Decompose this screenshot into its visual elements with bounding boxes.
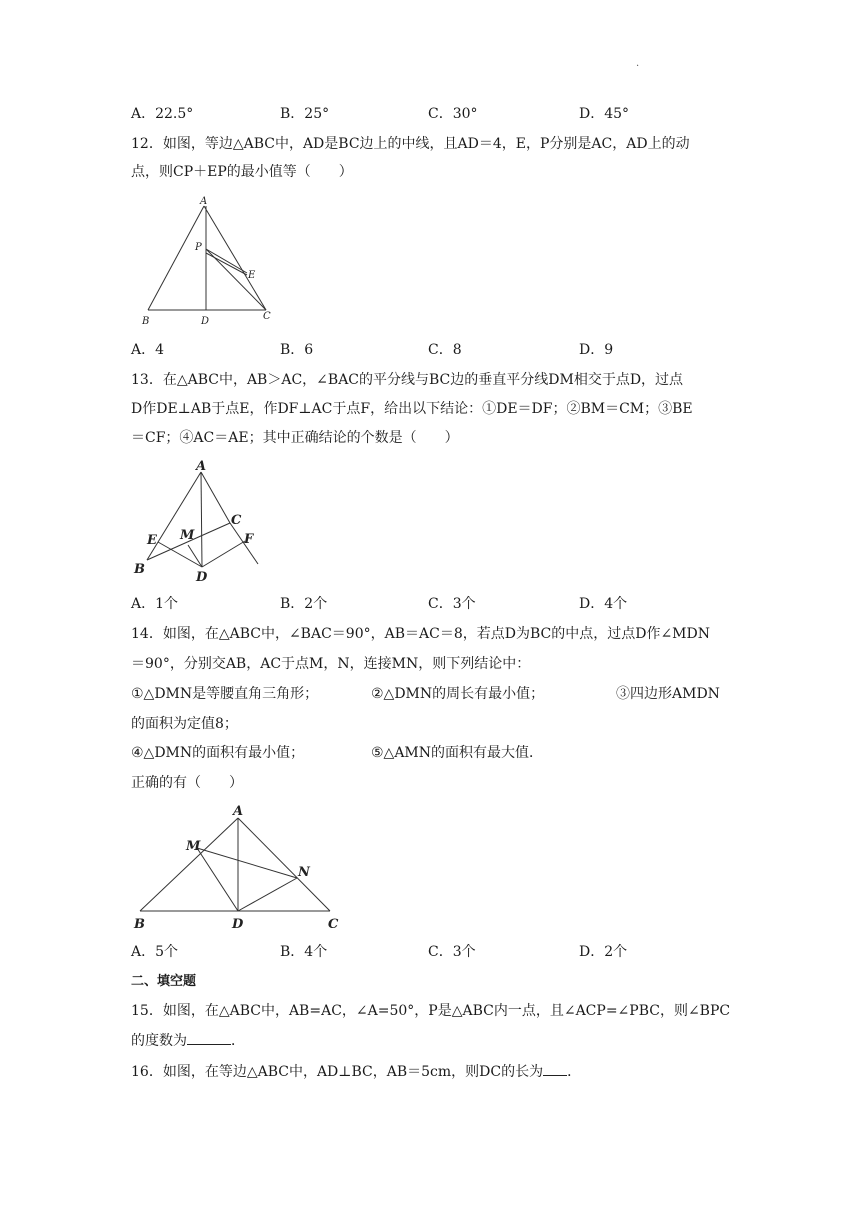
- q13-label-a: A: [196, 459, 207, 474]
- q13-option-d: D．4个: [579, 596, 628, 612]
- q14-label-n: N: [298, 865, 310, 880]
- q12-label-a: A: [200, 196, 208, 207]
- q14-line6: 正确的有（ ）: [131, 775, 243, 791]
- q11-option-b: B．25°: [280, 106, 330, 122]
- q13-stem-line2: D作DE⊥AB于点E，作DF⊥AC于点F，给出以下结论：①DE＝DF；②BM＝CM；③BE: [131, 401, 693, 417]
- q14-label-b: B: [134, 917, 145, 932]
- q13-label-c: C: [231, 513, 242, 528]
- q15-stem-text: 的度数为: [131, 1033, 187, 1049]
- q14-option-c: C．3个: [428, 944, 476, 960]
- q14-options: [131, 942, 751, 962]
- q14-figure: [130, 800, 345, 935]
- q12-label-d: D: [201, 316, 210, 327]
- q13-label-d: D: [196, 570, 208, 585]
- q14-stem-line2: ＝90°，分别交AB，AC于点M，N，连接MN，则下列结论中：: [131, 656, 531, 672]
- q13-option-b: B．2个: [280, 596, 328, 612]
- q13-label-e: E: [147, 533, 157, 548]
- q12-label-p: P: [195, 242, 202, 253]
- q11-option-a: A．22.5°: [131, 106, 194, 122]
- q12-option-a: A．4: [131, 342, 165, 358]
- q14-line4: 的面积为定值8；: [131, 716, 238, 732]
- page-mark: .: [636, 58, 640, 69]
- q13-option-c: C．3个: [428, 596, 476, 612]
- q13-stem-line3: ＝CF；④AC＝AE；其中正确结论的个数是（ ）: [131, 430, 459, 446]
- q13-label-m: M: [180, 528, 195, 543]
- q14-stem-line1: 14．如图，在△ABC中，∠BAC＝90°，AB＝AC＝8，若点D为BC的中点，过点D作∠MDN: [131, 626, 710, 642]
- q14-label-d: D: [232, 917, 244, 932]
- q14-label-a: A: [233, 804, 244, 819]
- q11-option-d: D．45°: [579, 106, 630, 122]
- q14-conclusion-5: ⑤△AMN的面积有最大值．: [371, 745, 544, 761]
- q13-option-a: A．1个: [131, 596, 179, 612]
- q15-answer-blank[interactable]: [187, 1030, 231, 1045]
- q16-stem: [131, 1061, 581, 1082]
- q16-stem-text: 16．如图，在等边△ABC中，AD⊥BC，AB＝5cm，则DC的长为: [131, 1064, 544, 1080]
- q11-options: [131, 104, 751, 124]
- q13-options: [131, 594, 751, 614]
- q15-stem-line2: [131, 1030, 245, 1051]
- q12-options: [131, 340, 751, 360]
- q12-label-e: E: [248, 270, 256, 281]
- q12-stem-line1: 12．如图，等边△ABC中，AD是BC边上的中线，且AD＝4，E，P分别是AC，AD上的动: [131, 136, 690, 152]
- q13-figure: [130, 457, 265, 587]
- q12-option-d: D．9: [579, 342, 614, 358]
- q13-stem-line1: 13．在△ABC中，AB＞AC，∠BAC的平分线与BC边的垂直平分线DM相交于点D，过点: [131, 372, 684, 388]
- q14-conclusion-4: ④△DMN的面积有最小值；: [131, 745, 305, 761]
- q12-option-b: B．6: [280, 342, 314, 358]
- q12-option-c: C．8: [428, 342, 462, 358]
- q13-label-f: F: [244, 532, 254, 547]
- q14-option-b: B．4个: [280, 944, 328, 960]
- q12-stem-line2: 点，则CP＋EP的最小值等（ ）: [131, 164, 353, 180]
- q15-stem-end: ．: [231, 1033, 245, 1049]
- q14-conclusion-2: ②△DMN的周长有最小值；: [371, 686, 545, 702]
- q12-figure: [135, 195, 280, 330]
- q12-label-c: C: [263, 311, 271, 322]
- q13-label-b: B: [134, 562, 145, 577]
- q14-label-m: M: [186, 839, 201, 854]
- q14-conclusion-3: ③四边形AMDN: [616, 686, 720, 702]
- q11-option-c: C．30°: [428, 106, 478, 122]
- q16-answer-blank[interactable]: [543, 1061, 567, 1076]
- q14-option-d: D．2个: [579, 944, 628, 960]
- section-title-fill-in: 二、填空题: [131, 974, 197, 989]
- q14-option-a: A．5个: [131, 944, 179, 960]
- q14-conclusion-1: ①△DMN是等腰直角三角形；: [131, 686, 319, 702]
- q16-stem-end: ．: [567, 1064, 582, 1080]
- q14-label-c: C: [328, 917, 339, 932]
- q15-stem-line1: 15．如图，在△ABC中，AB=AC，∠A=50°，P是△ABC内一点，且∠ACP=∠PBC，则∠BPC: [131, 1003, 731, 1019]
- q12-label-b: B: [142, 316, 150, 327]
